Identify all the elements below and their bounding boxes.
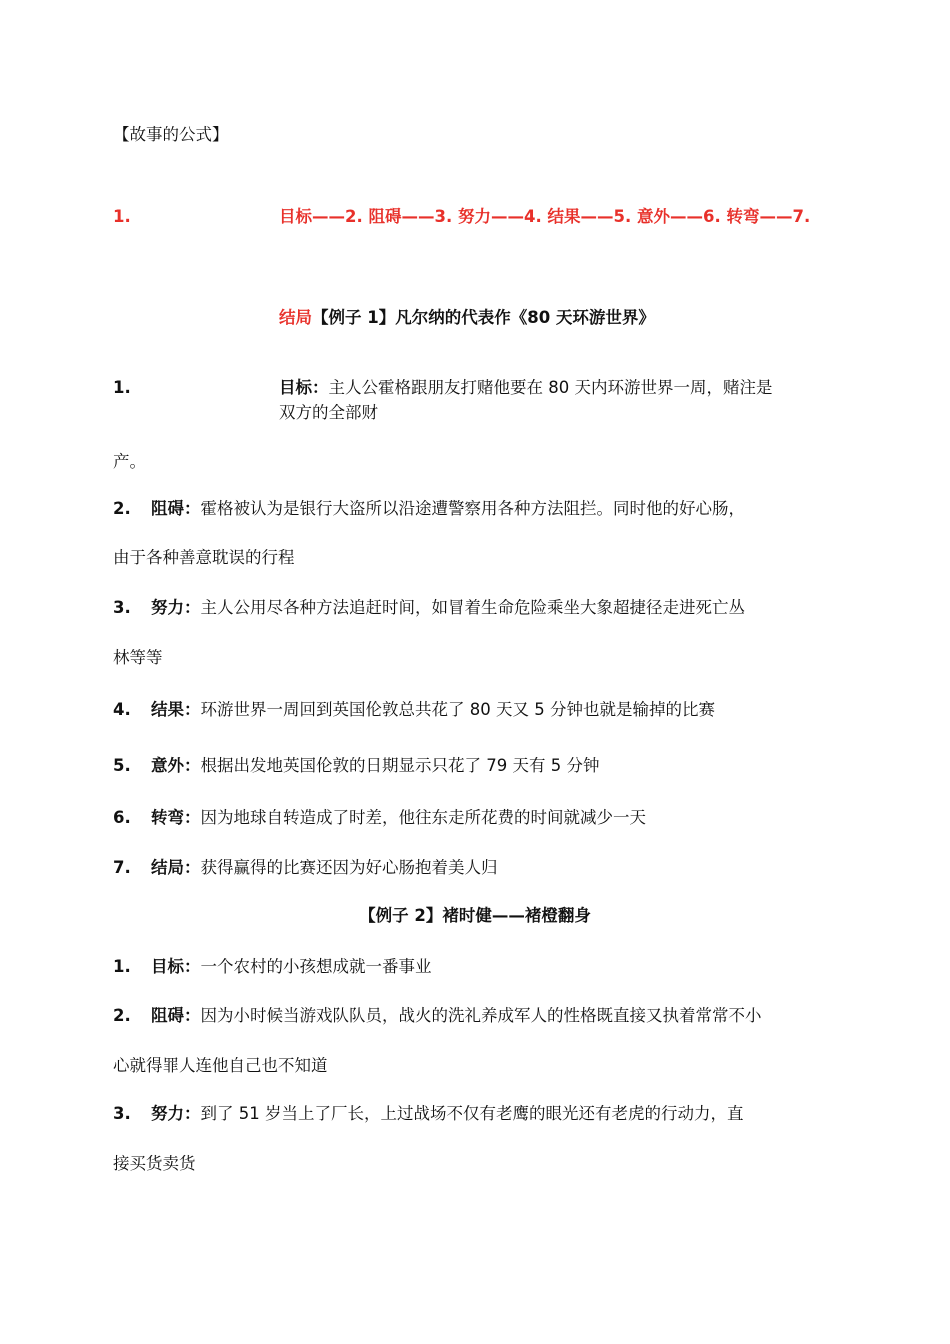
item-continuation: 心就得罪人连他自己也不知道 — [113, 1056, 328, 1075]
item-number: 2. — [113, 1006, 131, 1025]
list-item — [113, 754, 599, 778]
example1-title-line — [279, 306, 655, 330]
item-number: 3. — [113, 1104, 131, 1123]
item-continuation: 林等等 — [113, 648, 163, 667]
item-continuation: 产。 — [113, 452, 146, 471]
item-label: 努力： — [151, 1104, 201, 1123]
item-text: 一个农村的小孩想成就一番事业 — [200, 957, 432, 976]
item-continuation: 接买货卖货 — [113, 1154, 196, 1173]
item-label: 努力： — [151, 598, 201, 617]
item-text: 获得赢得的比赛还因为好心肠抱着美人归 — [200, 858, 498, 877]
item-text: 环游世界一周回到英国伦敦总共花了 80 天又 5 分钟也就是输掉的比赛 — [200, 700, 715, 719]
formula-tail: 结局 — [279, 308, 312, 327]
item-text: 因为地球自转造成了时差，他往东走所花费的时间就减少一天 — [200, 808, 646, 827]
item-number: 7. — [113, 858, 131, 877]
item-label: 结果： — [151, 700, 201, 719]
list-item — [113, 1102, 744, 1126]
item-continuation: 双方的全部财 — [279, 403, 378, 422]
item-label: 目标： — [279, 378, 329, 397]
item-number: 4. — [113, 700, 131, 719]
item-label: 意外： — [151, 756, 201, 775]
item-label: 结局： — [151, 858, 201, 877]
item-label: 阻碍： — [151, 1006, 201, 1025]
item-number: 5. — [113, 756, 131, 775]
item-number: 1. — [113, 378, 131, 397]
example1-title: 【例子 1】凡尔纳的代表作《80 天环游世界》 — [312, 308, 655, 327]
list-item — [113, 955, 432, 979]
list-item — [113, 806, 646, 830]
item-text: 到了 51 岁当上了厂长，上过战场不仅有老鹰的眼光还有老虎的行动力，直 — [200, 1104, 744, 1123]
item-continuation: 由于各种善意耽误的行程 — [113, 548, 295, 567]
item-text: 根据出发地英国伦敦的日期显示只花了 79 天有 5 分钟 — [200, 756, 600, 775]
list-item — [113, 1004, 762, 1028]
list-item — [113, 596, 745, 620]
example2-title: 【例子 2】褚时健——褚橙翻身 — [359, 906, 591, 925]
item-text: 霍格被认为是银行大盗所以沿途遭警察用各种方法阻拦。同时他的好心肠， — [200, 499, 745, 518]
item-number: 1. — [113, 957, 131, 976]
list-item — [113, 856, 498, 880]
item-number: 2. — [113, 499, 131, 518]
item-label: 阻碍： — [151, 499, 201, 518]
list-item — [113, 376, 131, 400]
list-item — [113, 698, 715, 722]
list-item — [113, 497, 745, 521]
item-label: 转弯： — [151, 808, 201, 827]
formula-number: 1. — [113, 207, 131, 226]
formula-text: 目标——2. 阻碍——3. 努力——4. 结果——5. 意外——6. 转弯——7. — [279, 207, 811, 226]
list-item-body — [279, 376, 773, 400]
item-label: 目标： — [151, 957, 201, 976]
item-text: 主人公霍格跟朋友打赌他要在 80 天内环游世界一周，赌注是 — [328, 378, 773, 397]
item-number: 3. — [113, 598, 131, 617]
item-text: 主人公用尽各种方法追赶时间，如冒着生命危险乘坐大象超捷径走进死亡丛 — [200, 598, 745, 617]
item-number: 6. — [113, 808, 131, 827]
item-text: 因为小时候当游戏队队员，战火的洗礼养成军人的性格既直接又执着常常不小 — [200, 1006, 762, 1025]
section-heading: 【故事的公式】 — [113, 125, 229, 144]
